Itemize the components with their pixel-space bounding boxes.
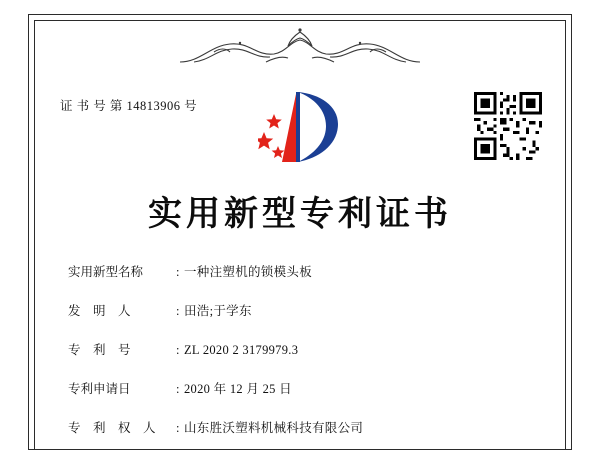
page-title: 实用新型专利证书 xyxy=(148,194,452,234)
certificate-fields xyxy=(68,262,540,457)
field-colon: : xyxy=(176,265,180,279)
field-colon: : xyxy=(176,382,180,396)
qr-code xyxy=(474,92,542,160)
field-label-inventor: 发 明 人 xyxy=(68,304,131,318)
field-colon: : xyxy=(176,343,180,357)
field-value-patentee: 山东胜沃塑料机械科技有限公司 xyxy=(184,421,364,435)
decorative-flourish-ornament xyxy=(170,22,430,70)
field-value-inventor: 田浩;于学东 xyxy=(184,304,252,318)
field-patent-number xyxy=(68,340,540,358)
field-value-application-date: 2020 年 12 月 25 日 xyxy=(184,382,292,396)
field-patentee xyxy=(68,418,540,436)
certificate-number: 证 书 号 第 14813906 号 xyxy=(60,99,198,113)
field-utility-model-name xyxy=(68,262,540,280)
field-application-date xyxy=(68,379,540,397)
field-label-application-date: 专利申请日 xyxy=(68,382,131,396)
field-label-patentee: 专 利 权 人 xyxy=(68,421,156,435)
field-inventor xyxy=(68,301,540,319)
field-colon: : xyxy=(176,304,180,318)
field-label-utility-model-name: 实用新型名称 xyxy=(68,265,144,279)
field-value-utility-model-name: 一种注塑机的锁模头板 xyxy=(184,265,313,279)
field-value-patent-number: ZL 2020 2 3179979.3 xyxy=(184,343,299,357)
field-colon: : xyxy=(176,421,180,435)
field-label-patent-number: 专 利 号 xyxy=(68,343,131,357)
patent-office-emblem xyxy=(258,88,350,170)
